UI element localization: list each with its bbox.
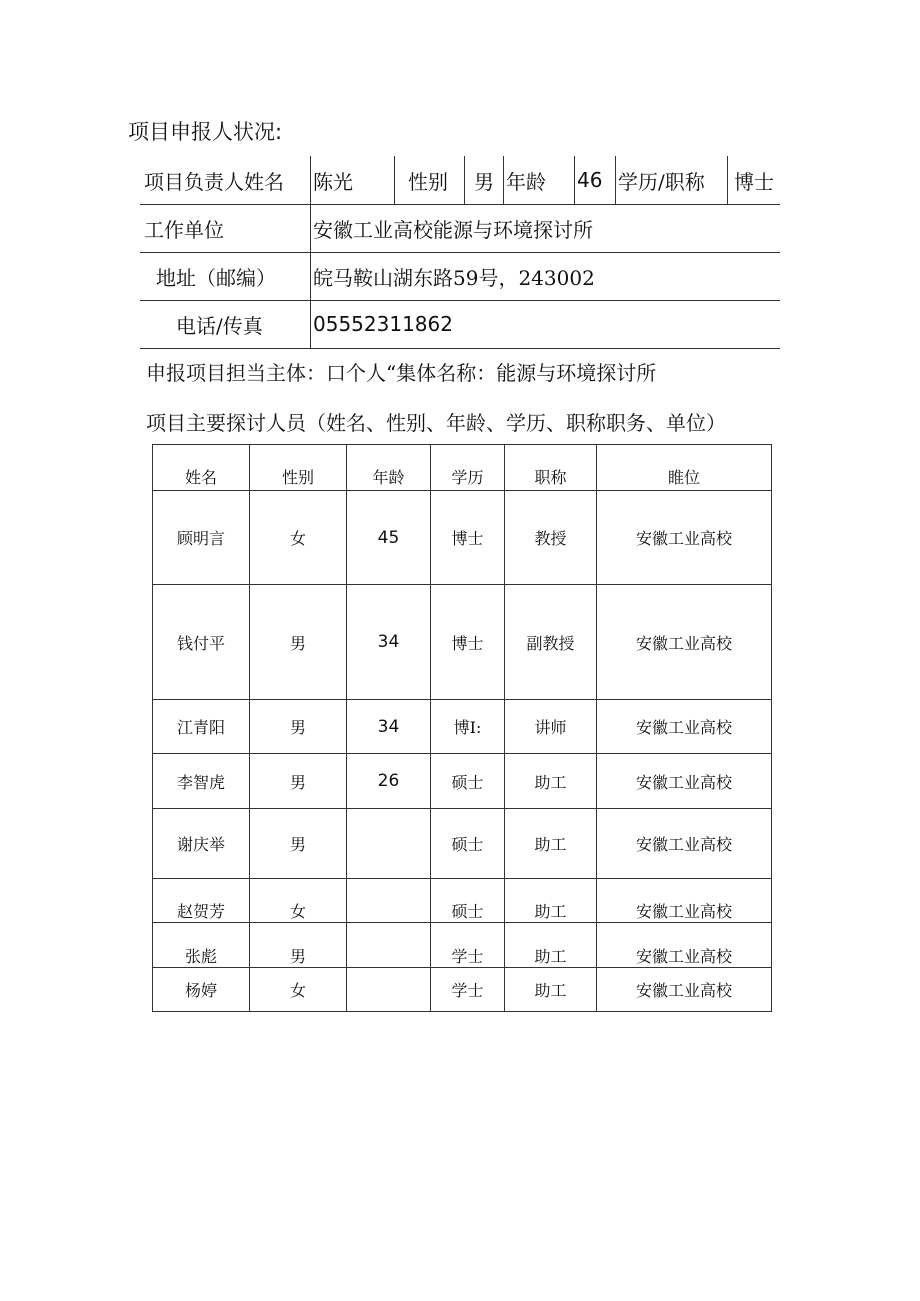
phone-label: 电话/传真	[176, 313, 263, 338]
header-age: 年龄	[347, 445, 431, 491]
header-title: 职称	[505, 445, 597, 491]
members-title: 项目主要探讨人员（姓名、性别、年龄、学历、职称职务、单位）	[146, 411, 726, 435]
cell-title: 助工	[505, 754, 597, 809]
cell-degree: 学士	[431, 923, 505, 968]
table-row	[153, 968, 772, 1012]
cell-gender: 男	[250, 754, 347, 809]
section-heading: 项目申报人状况:	[128, 120, 283, 144]
cell-title: 助工	[505, 968, 597, 1012]
cell-degree: 硕士	[431, 879, 505, 923]
cell-name: 钱付平	[153, 585, 250, 700]
header-degree: 学历	[431, 445, 505, 491]
table-row	[153, 491, 772, 585]
cell-unit: 安徽工业高校	[597, 968, 772, 1012]
divider	[310, 204, 311, 252]
cell-age: 45	[347, 491, 431, 585]
table-row	[153, 879, 772, 923]
header-gender: 性别	[250, 445, 347, 491]
cell-degree: 博士	[431, 585, 505, 700]
divider	[727, 156, 728, 204]
divider	[310, 300, 311, 348]
unit-value: 安徽工业高校能源与环境探讨所	[313, 217, 593, 242]
staff-table	[152, 444, 772, 1012]
info-row-unit	[140, 204, 780, 253]
cell-unit: 安徽工业高校	[597, 879, 772, 923]
cell-age: 34	[347, 700, 431, 754]
divider	[310, 156, 311, 204]
cell-unit: 安徽工业高校	[597, 585, 772, 700]
table-row	[153, 754, 772, 809]
leader-name-label: 项目负责人姓名	[144, 169, 284, 194]
cell-age	[347, 879, 431, 923]
cell-degree: 学士	[431, 968, 505, 1012]
cell-gender: 女	[250, 491, 347, 585]
divider	[615, 156, 616, 204]
degree-value: 博士	[734, 169, 774, 194]
gender-label: 性别	[408, 169, 448, 194]
cell-gender: 女	[250, 879, 347, 923]
cell-age: 26	[347, 754, 431, 809]
cell-gender: 男	[250, 700, 347, 754]
info-row-leader	[140, 156, 780, 205]
phone-value: 05552311862	[313, 312, 453, 336]
divider	[394, 156, 395, 204]
cell-title: 助工	[505, 923, 597, 968]
table-header-row	[153, 445, 772, 491]
info-row-phone	[140, 300, 780, 349]
cell-title: 讲师	[505, 700, 597, 754]
gender-value: 男	[474, 169, 494, 194]
cell-name: 杨婷	[153, 968, 250, 1012]
cell-gender: 男	[250, 923, 347, 968]
table-row	[153, 809, 772, 879]
cell-degree: 硕士	[431, 754, 505, 809]
table-row	[153, 923, 772, 968]
cell-title: 教授	[505, 491, 597, 585]
cell-gender: 女	[250, 968, 347, 1012]
cell-unit: 安徽工业高校	[597, 700, 772, 754]
cell-name: 谢庆举	[153, 809, 250, 879]
cell-gender: 男	[250, 585, 347, 700]
cell-unit: 安徽工业高校	[597, 923, 772, 968]
cell-unit: 安徽工业高校	[597, 809, 772, 879]
age-value: 46	[577, 168, 603, 192]
unit-label: 工作单位	[144, 217, 224, 242]
cell-gender: 男	[250, 809, 347, 879]
divider	[310, 252, 311, 300]
cell-degree: 博士	[431, 491, 505, 585]
cell-title: 助工	[505, 809, 597, 879]
cell-age	[347, 968, 431, 1012]
cell-degree: 硕士	[431, 809, 505, 879]
subject-line: 申报项目担当主体：口个人“集体名称：能源与环境探讨所	[146, 361, 657, 385]
cell-title: 副教授	[505, 585, 597, 700]
info-row-address	[140, 252, 780, 301]
cell-unit: 安徽工业高校	[597, 754, 772, 809]
cell-name: 赵贺芳	[153, 879, 250, 923]
cell-unit: 安徽工业高校	[597, 491, 772, 585]
divider	[503, 156, 504, 204]
cell-degree: 博I:	[431, 700, 505, 754]
cell-title: 助工	[505, 879, 597, 923]
header-unit: 睢位	[597, 445, 772, 491]
cell-name: 张彪	[153, 923, 250, 968]
table-row	[153, 700, 772, 754]
leader-name-value: 陈光	[313, 169, 353, 194]
cell-age	[347, 923, 431, 968]
cell-age	[347, 809, 431, 879]
header-name: 姓名	[153, 445, 250, 491]
cell-name: 李智虎	[153, 754, 250, 809]
cell-age: 34	[347, 585, 431, 700]
divider	[574, 156, 575, 204]
cell-name: 顾明言	[153, 491, 250, 585]
cell-name: 江青阳	[153, 700, 250, 754]
degree-label: 学历/职称	[618, 169, 705, 194]
address-label: 地址（邮编）	[156, 265, 276, 290]
table-row	[153, 585, 772, 700]
address-value: 皖马鞍山湖东路59号，243002	[313, 265, 595, 290]
divider	[464, 156, 465, 204]
age-label: 年龄	[506, 169, 546, 194]
